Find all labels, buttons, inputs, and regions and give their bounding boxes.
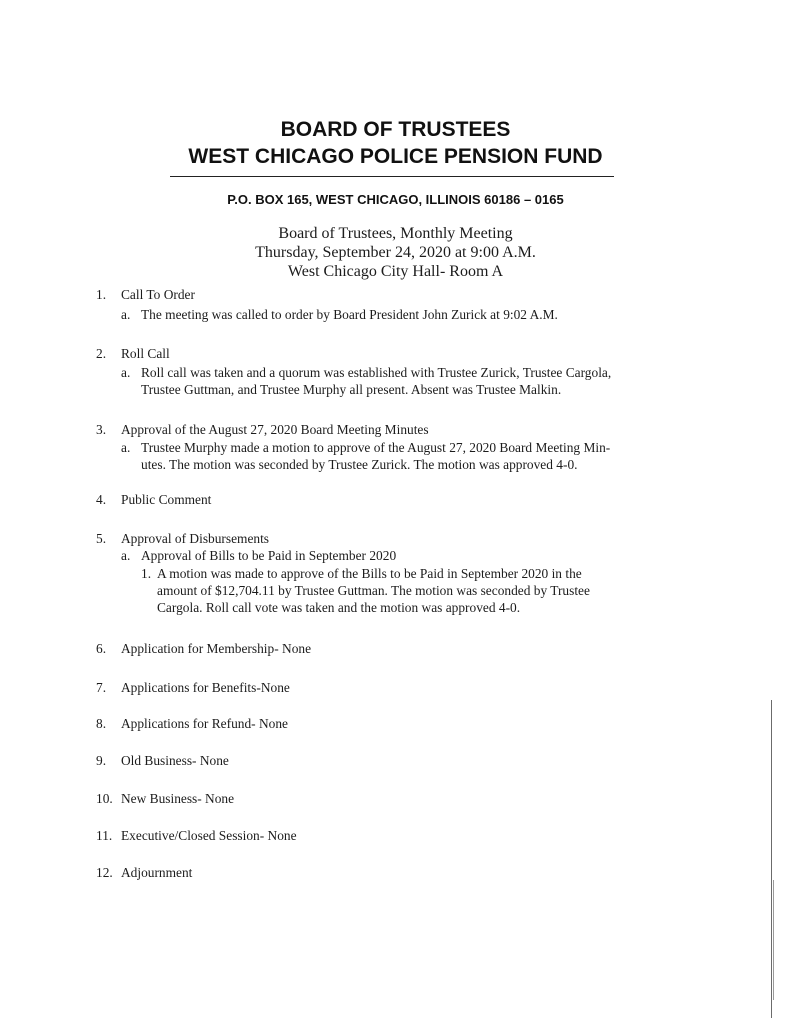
subsubitem-text-line: Cargola. Roll call vote was taken and the motion was approved 4-0. (157, 600, 521, 615)
agenda-item-number: 6. (96, 641, 107, 656)
agenda-item-title: Approval of the August 27, 2020 Board Meeting Minutes (121, 422, 429, 437)
agenda-item-title: New Business- None (121, 791, 235, 806)
subitem-text: The meeting was called to order by Board President John Zurick at 9:02 A.M. (141, 307, 558, 322)
subitem-text: Approval of Bills to be Paid in September 2020 (141, 548, 397, 563)
subitem-text-line: utes. The motion was seconded by Trustee Zurick. The motion was approved 4-0. (141, 457, 578, 472)
agenda-item-number: 9. (96, 753, 107, 768)
meeting-date: Thursday, September 24, 2020 at 9:00 A.M. (255, 244, 536, 261)
agenda-item-number: 4. (96, 492, 107, 507)
agenda-item-number: 5. (96, 531, 107, 546)
subitem-letter: a. (121, 307, 131, 322)
agenda-item-number: 3. (96, 422, 107, 437)
agenda-item-title: Applications for Benefits-None (121, 680, 290, 695)
scan-edge-line (773, 880, 774, 1000)
subsubitem-number: 1. (141, 566, 152, 581)
agenda-item-number: 8. (96, 716, 107, 731)
title-divider (170, 176, 614, 177)
subitem-letter: a. (121, 365, 131, 380)
agenda-item-title: Old Business- None (121, 753, 229, 768)
agenda-item-number: 12. (96, 865, 113, 880)
agenda-item-title: Application for Membership- None (121, 641, 312, 656)
agenda-item-title: Applications for Refund- None (121, 716, 288, 731)
subsubitem-text (157, 565, 652, 616)
agenda-item-number: 7. (96, 680, 107, 695)
agenda-item-number: 2. (96, 346, 107, 361)
subitem-letter: a. (121, 440, 131, 455)
subsubitem-text-line: A motion was made to approve of the Bills to be Paid in September 2020 in the (157, 566, 582, 581)
subitem-text (141, 364, 671, 398)
subsubitem-text-line: amount of $12,704.11 by Trustee Guttman. The motion was seconded by Trustee (157, 583, 590, 598)
agenda-item-number: 10. (96, 791, 113, 806)
subitem-text-line: Trustee Murphy made a motion to approve of the August 27, 2020 Board Meeting Min- (141, 440, 611, 455)
document-title-line2: WEST CHICAGO POLICE PENSION FUND (188, 145, 603, 168)
agenda-item-title: Roll Call (121, 346, 170, 361)
agenda-item-title: Executive/Closed Session- None (121, 828, 297, 843)
meeting-name: Board of Trustees, Monthly Meeting (278, 225, 513, 242)
subitem-letter: a. (121, 548, 131, 563)
agenda-item-title: Adjournment (121, 865, 193, 880)
agenda-item-number: 1. (96, 287, 107, 302)
subitem-text-line: Trustee Guttman, and Trustee Murphy all present. Absent was Trustee Malkin. (141, 382, 562, 397)
meeting-info (0, 224, 791, 281)
agenda-item-title: Public Comment (121, 492, 212, 507)
subitem-text-line: Roll call was taken and a quorum was established with Trustee Zurick, Trustee Cargola, (141, 365, 612, 380)
document-title-line1: BOARD OF TRUSTEES (280, 118, 511, 141)
meeting-location: West Chicago City Hall- Room A (287, 263, 504, 280)
agenda-item-number: 11. (96, 828, 113, 843)
subitem-text (141, 439, 671, 473)
agenda-item-title: Call To Order (121, 287, 195, 302)
agenda-item-title: Approval of Disbursements (121, 531, 270, 546)
address-line: P.O. BOX 165, WEST CHICAGO, ILLINOIS 60186 – 0165 (227, 192, 564, 207)
scan-edge-line (771, 700, 772, 1018)
